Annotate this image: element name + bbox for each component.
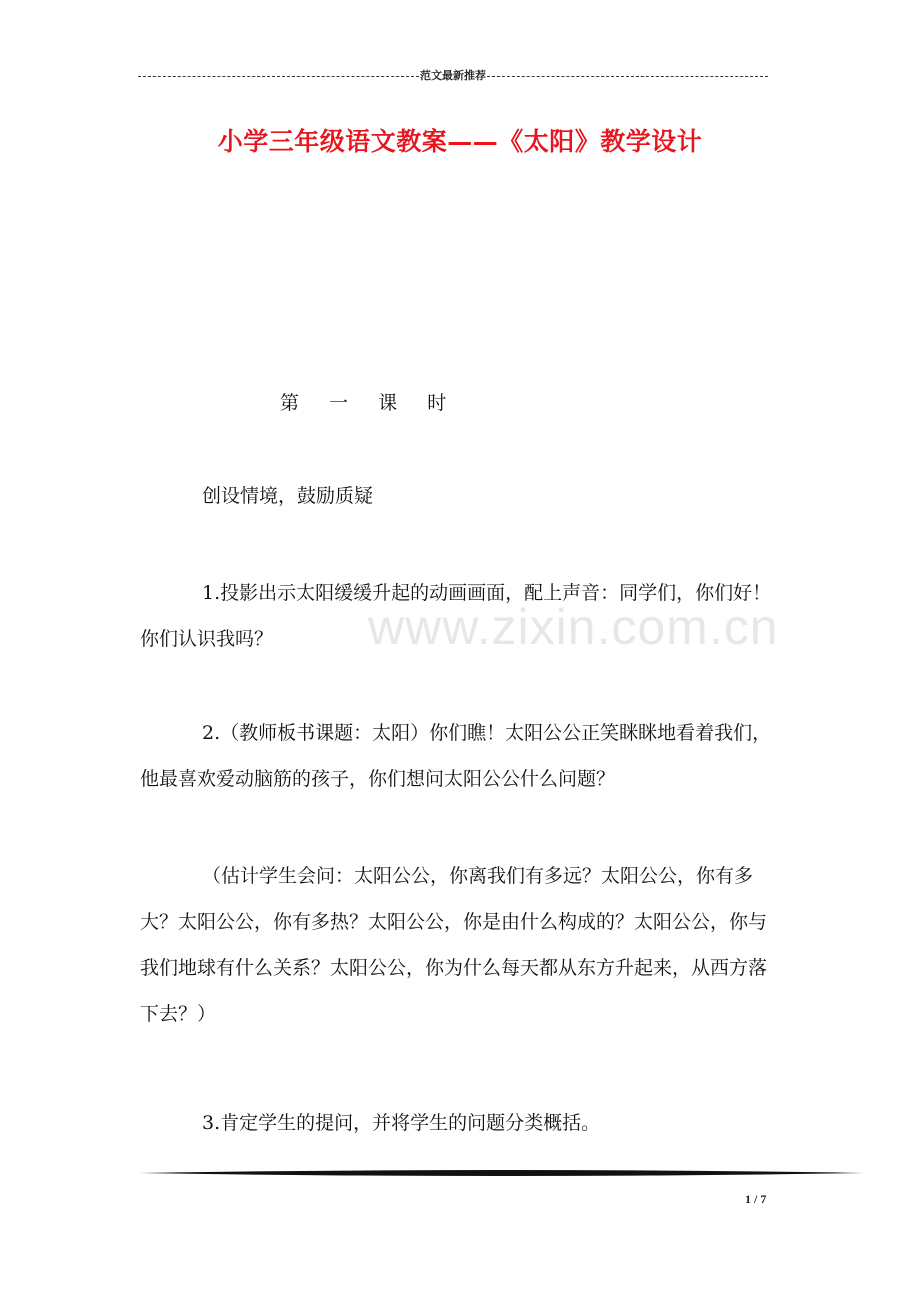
- paragraph: （估计学生会问：太阳公公，你离我们有多远？太阳公公，你有多大？太阳公公，你有多热？太阳公公，你是由什么构成的？太阳公公，你与我们地球有什么关系？太阳公公，你为什么每天都从东方升起来，从西方落下去？）: [140, 865, 768, 1025]
- paragraph: 3.肯定学生的提问，并将学生的问题分类概括。: [202, 1112, 601, 1134]
- paragraph: 1.投影出示太阳缓缓升起的动画画面，配上声音：同学们，你们好！你们认识我吗？: [140, 582, 772, 650]
- header-label: 范文最新推荐: [420, 70, 486, 82]
- lesson-heading-char: 第: [280, 392, 300, 414]
- lesson-heading-char: 时: [427, 392, 447, 414]
- lesson-heading: [280, 380, 470, 426]
- section-heading-block: [140, 473, 785, 519]
- footer-rule: [140, 1166, 864, 1180]
- document-title: 小学三年级语文教案——《太阳》教学设计: [217, 127, 703, 156]
- paragraph-block: [140, 853, 785, 1037]
- paragraph: 2.（教师板书课题：太阳）你们瞧！太阳公公正笑眯眯地看着我们，他最喜欢爱动脑筋的孩子，你们想问太阳公公什么问题？: [140, 722, 772, 790]
- paragraph-block: [140, 710, 785, 802]
- lesson-heading-char: 一: [329, 392, 349, 414]
- watermark: www.zixin.com.cn: [368, 599, 779, 655]
- header-dash-right: [487, 76, 768, 77]
- section-heading: 创设情境，鼓励质疑: [202, 485, 374, 507]
- page-number: 1 / 7: [745, 1192, 767, 1206]
- paragraph-block: [140, 1100, 785, 1146]
- lesson-heading-char: 课: [378, 392, 398, 414]
- header-banner: [138, 67, 768, 85]
- header-dash-left: [138, 76, 419, 77]
